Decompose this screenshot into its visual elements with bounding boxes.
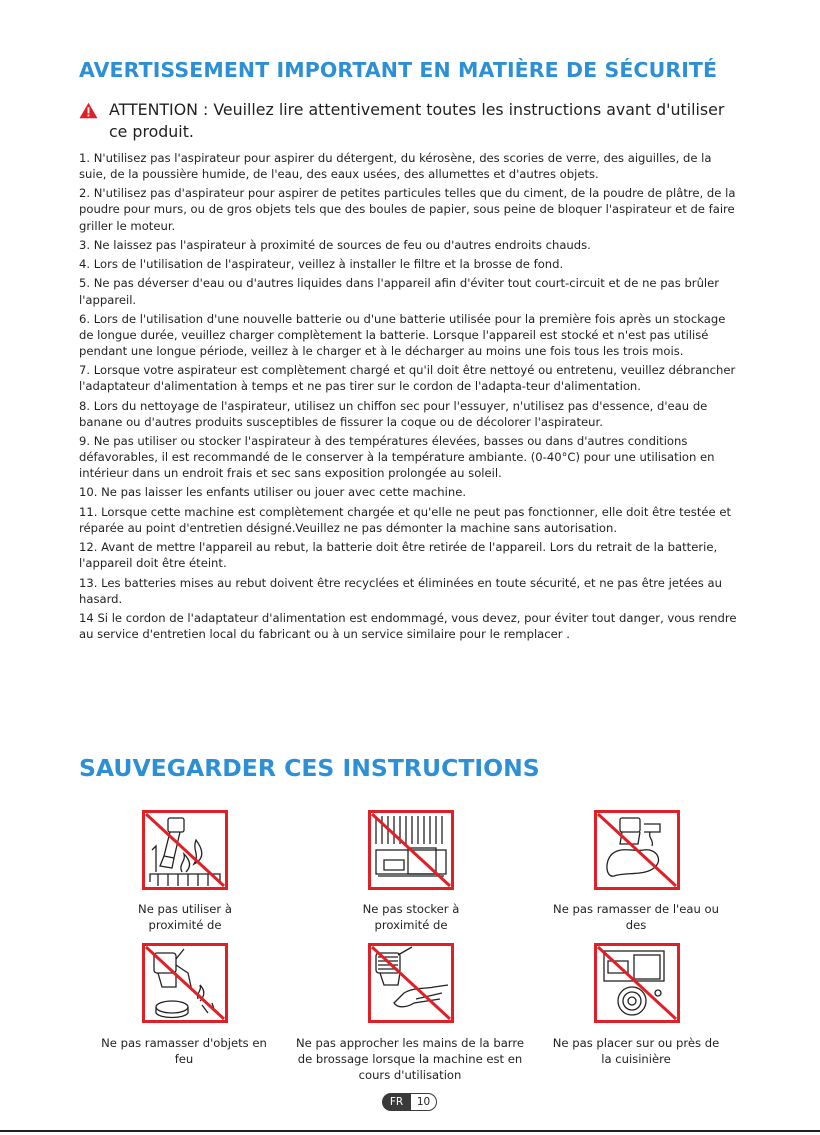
pictogram-caption: Ne pas ramasser d'objets en feu <box>101 1036 267 1066</box>
attention-text: ATTENTION : Veuillez lire attentivement toutes les instructions avant d'utiliser ce produit. <box>109 100 725 141</box>
page-number: 10 <box>411 1093 437 1111</box>
rule-item: 5. Ne pas déverser d'eau ou d'autres liquides dans l'appareil afin d'éviter tout court-circuit et de ne pas brûler l'appareil. <box>79 276 720 307</box>
rule-item: 4. Lors de l'utilisation de l'aspirateur, veillez à installer le filtre et la brosse de fond. <box>79 257 564 272</box>
warning-icon <box>79 102 98 119</box>
rule-item: 10. Ne pas laisser les enfants utiliser ou jouer avec cette machine. <box>79 485 467 500</box>
rule-item: 12. Avant de mettre l'appareil au rebut, la batterie doit être retirée de l'appareil. Lors du retrait de la batterie, l'appareil doit être éteint. <box>79 540 718 571</box>
page-title: AVERTISSEMENT IMPORTANT EN MATIÈRE DE SÉCURITÉ <box>79 58 718 82</box>
pictogram-caption: Ne pas approcher les mains de la barre de brossage lorsque la machine est en cours d'utilisation <box>295 1036 525 1082</box>
rule-item: 6. Lors de l'utilisation d'une nouvelle batterie ou d'une batterie utilisée pour la première fois après un stockage de longue durée, veuillez charger complètement la batterie. Lorsque l'appareil est stocké et n'est pas utilisé pendant une longue période, veillez à le charger et à le décharger au moins une fois tous les trois mois. <box>79 311 726 358</box>
language-badge: FR <box>382 1093 411 1111</box>
bottom-divider <box>0 1130 820 1132</box>
rule-item: 14 Si le cordon de l'adaptateur d'alimentation est endommagé, vous devez, pour éviter tout danger, vous rendre au service d'entretien local du fabricant ou à un service similaire pour le remplacer . <box>79 610 737 641</box>
no-vacuum-water-icon <box>594 810 680 890</box>
rule-item: 13. Les batteries mises au rebut doivent être recyclées et éliminées en toute sécurité, et ne pas être jetées au hasard. <box>79 575 722 606</box>
rule-item: 2. N'utilisez pas d'aspirateur pour aspirer de petites particules telles que du ciment, de la poudre de plâtre, de la poudre pour murs, ou de gros objets tels que des boules de papier, sous peine de bloquer l'aspirateur et de faire griller le moteur. <box>79 186 736 233</box>
no-store-near-heater-icon <box>368 810 454 890</box>
pictogram-caption: Ne pas utiliser à proximité de <box>138 902 232 932</box>
pictogram-caption: Ne pas stocker à proximité de <box>362 902 460 932</box>
rule-item: 1. N'utilisez pas l'aspirateur pour aspirer du détergent, du kérosène, des scories de verre, des aiguilles, de la suie, de la poussière humide, de l'eau, des eaux usées, des allumettes et d'autres objets. <box>79 151 712 182</box>
save-instructions-heading: SAUVEGARDER CES INSTRUCTIONS <box>79 754 540 782</box>
no-hands-near-brush-icon <box>368 943 454 1023</box>
safety-rules-list <box>79 150 741 645</box>
pictogram-caption: Ne pas ramasser de l'eau ou des <box>553 902 719 932</box>
rule-item: 9. Ne pas utiliser ou stocker l'aspirateur à des températures élevées, basses ou dans d'autres conditions défavorables, il est recommandé de le conserver à la température ambiante. (0-40°C) pour une utilisation en intérieur dans un endroit frais et sec sans exposition prolongée au soleil. <box>79 434 715 481</box>
page-footer <box>382 1093 438 1111</box>
rule-item: 8. Lors du nettoyage de l'aspirateur, utilisez un chiffon sec pour l'essuyer, n'utilisez pas d'essence, d'eau de banane ou d'autres produits susceptibles de fissurer la coque ou de décolorer l'aspirateur. <box>79 398 708 429</box>
rule-item: 11. Lorsque cette machine est complètement chargée et qu'elle ne peut pas fonctionner, elle doit être testée et réparée au point d'entretien désigné.Veuillez ne pas démonter la machine sans autorisation. <box>79 504 731 535</box>
rule-item: 3. Ne laissez pas l'aspirateur à proximité de sources de feu ou d'autres endroits chauds. <box>79 237 591 252</box>
pictogram-caption: Ne pas placer sur ou près de la cuisinière <box>552 1036 720 1066</box>
no-place-on-stove-icon <box>594 943 680 1023</box>
rule-item: 7. Lorsque votre aspirateur est complètement chargé et qu'il doit être nettoyé ou entretenu, veuillez débrancher l'adaptateur d'alimentation à temps et ne pas tirer sur le cordon de l'adapta-teur d'alimentation. <box>79 363 736 394</box>
no-vacuum-burning-objects-icon <box>142 943 228 1023</box>
no-vacuum-near-heat-icon <box>142 810 228 890</box>
